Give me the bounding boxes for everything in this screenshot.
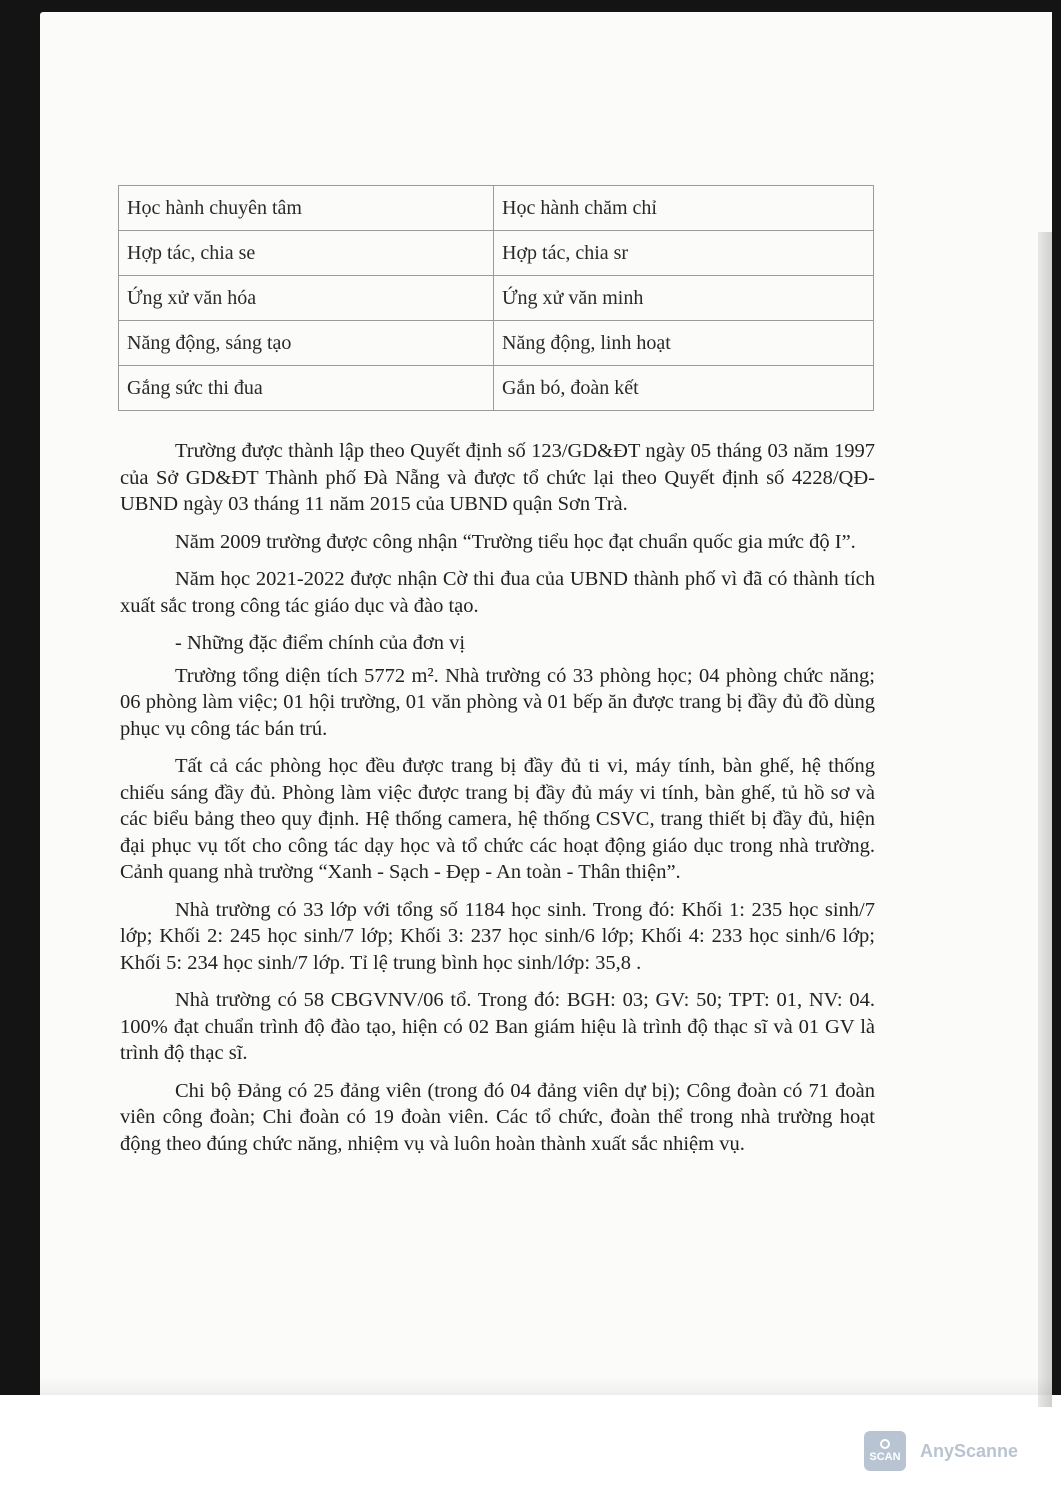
table-cell: Gắn bó, đoàn kết (494, 366, 874, 411)
paragraph: Nhà trường có 58 CBGVNV/06 tổ. Trong đó: BGH: 03; GV: 50; TPT: 01, NV: 04. 100% đạt chuẩn trình độ đào tạo, hiện có 02 Ban giám hiệu là trình độ thạc sĩ và 01 GV là trình độ thạc sĩ. (120, 989, 875, 1064)
table-cell: Ứng xử văn hóa (119, 276, 494, 321)
page-edge (1038, 232, 1052, 1407)
table-cell: Ứng xử văn minh (494, 276, 874, 321)
paragraph: Trường được thành lập theo Quyết định số 123/GD&ĐT ngày 05 tháng 03 năm 1997 của Sở GD&ĐT Thành phố Đà Nẵng và được tổ chức lại theo Quyết định số 4228/QĐ-UBND ngày 03 tháng 11 năm 2015 của UBND quận Sơn Trà. (120, 440, 875, 515)
paragraph: Chi bộ Đảng có 25 đảng viên (trong đó 04 đảng viên dự bị); Công đoàn có 71 đoàn viên công đoàn; Chi đoàn có 19 đoàn viên. Các tổ chức, đoàn thể trong nhà trường hoạt động theo đúng chức năng, nhiệm vụ và luôn hoàn thành xuất sắc nhiệm vụ. (120, 1079, 875, 1155)
section-heading: - Những đặc điểm chính của đơn vị (175, 632, 466, 654)
scan-app-name: AnyScanne (920, 1440, 1019, 1461)
paragraph: Trường tổng diện tích 5772 m². Nhà trường có 33 phòng học; 04 phòng chức năng; 06 phòng làm việc; 01 hội trường, 01 văn phòng và 01 bếp ăn được trang bị đầy đủ đồ dùng phục vụ công tác bán trú. (120, 664, 875, 740)
table-cell: Năng động, sáng tạo (119, 321, 494, 366)
table-cell: Gắng sức thi đua (119, 366, 494, 411)
paragraph: Tất cả các phòng học đều được trang bị đầy đủ ti vi, máy tính, bàn ghế, hệ thống chiếu sáng đầy đủ. Phòng làm việc được trang bị đầy đủ máy vi tính, bàn ghế, tủ hồ sơ và các biểu bảng theo quy định. Hệ thống camera, hệ thống CSVC, trang thiết bị đầy đủ, hiện đại phục vụ tốt cho công tác dạy học và tổ chức các hoạt động giáo dục trong nhà trường. Cảnh quang nhà trường “Xanh - Sạch - Đẹp - An toàn - Thân thiện”. (120, 755, 875, 883)
table-row (119, 366, 874, 411)
table-cell: Năng động, linh hoạt (494, 321, 874, 366)
document-body (120, 438, 875, 1168)
table-row (119, 321, 874, 366)
table-cell: Hợp tác, chia sr (494, 231, 874, 276)
paragraph: Năm 2009 trường được công nhận “Trường tiểu học đạt chuẩn quốc gia mức độ I”. (175, 530, 856, 553)
table-cell: Học hành chuyên tâm (119, 186, 494, 231)
table-row (119, 231, 874, 276)
table-row (119, 186, 874, 231)
table-cell: Học hành chăm chỉ (494, 186, 874, 231)
table-row (119, 276, 874, 321)
table-cell: Hợp tác, chia se (119, 231, 494, 276)
page-shadow (40, 1377, 1052, 1395)
scanner-watermark (864, 1431, 1018, 1471)
scan-app-icon-label: SCAN (869, 1451, 901, 1463)
paragraph: Nhà trường có 33 lớp với tổng số 1184 học sinh. Trong đó: Khối 1: 235 học sinh/7 lớp; Khối 2: 245 học sinh/7 lớp; Khối 3: 237 học sinh/6 lớp; Khối 4: 233 học sinh/6 lớp; Khối 5: 234 học sinh/7 lớp. Tỉ lệ trung bình học sinh/lớp: 35,8 . (120, 898, 875, 974)
paragraph: Năm học 2021-2022 được nhận Cờ thi đua của UBND thành phố vì đã có thành tích xuất sắc trong công tác giáo dục và đào tạo. (120, 568, 875, 617)
scan-app-icon (864, 1431, 906, 1471)
values-table (118, 185, 874, 411)
